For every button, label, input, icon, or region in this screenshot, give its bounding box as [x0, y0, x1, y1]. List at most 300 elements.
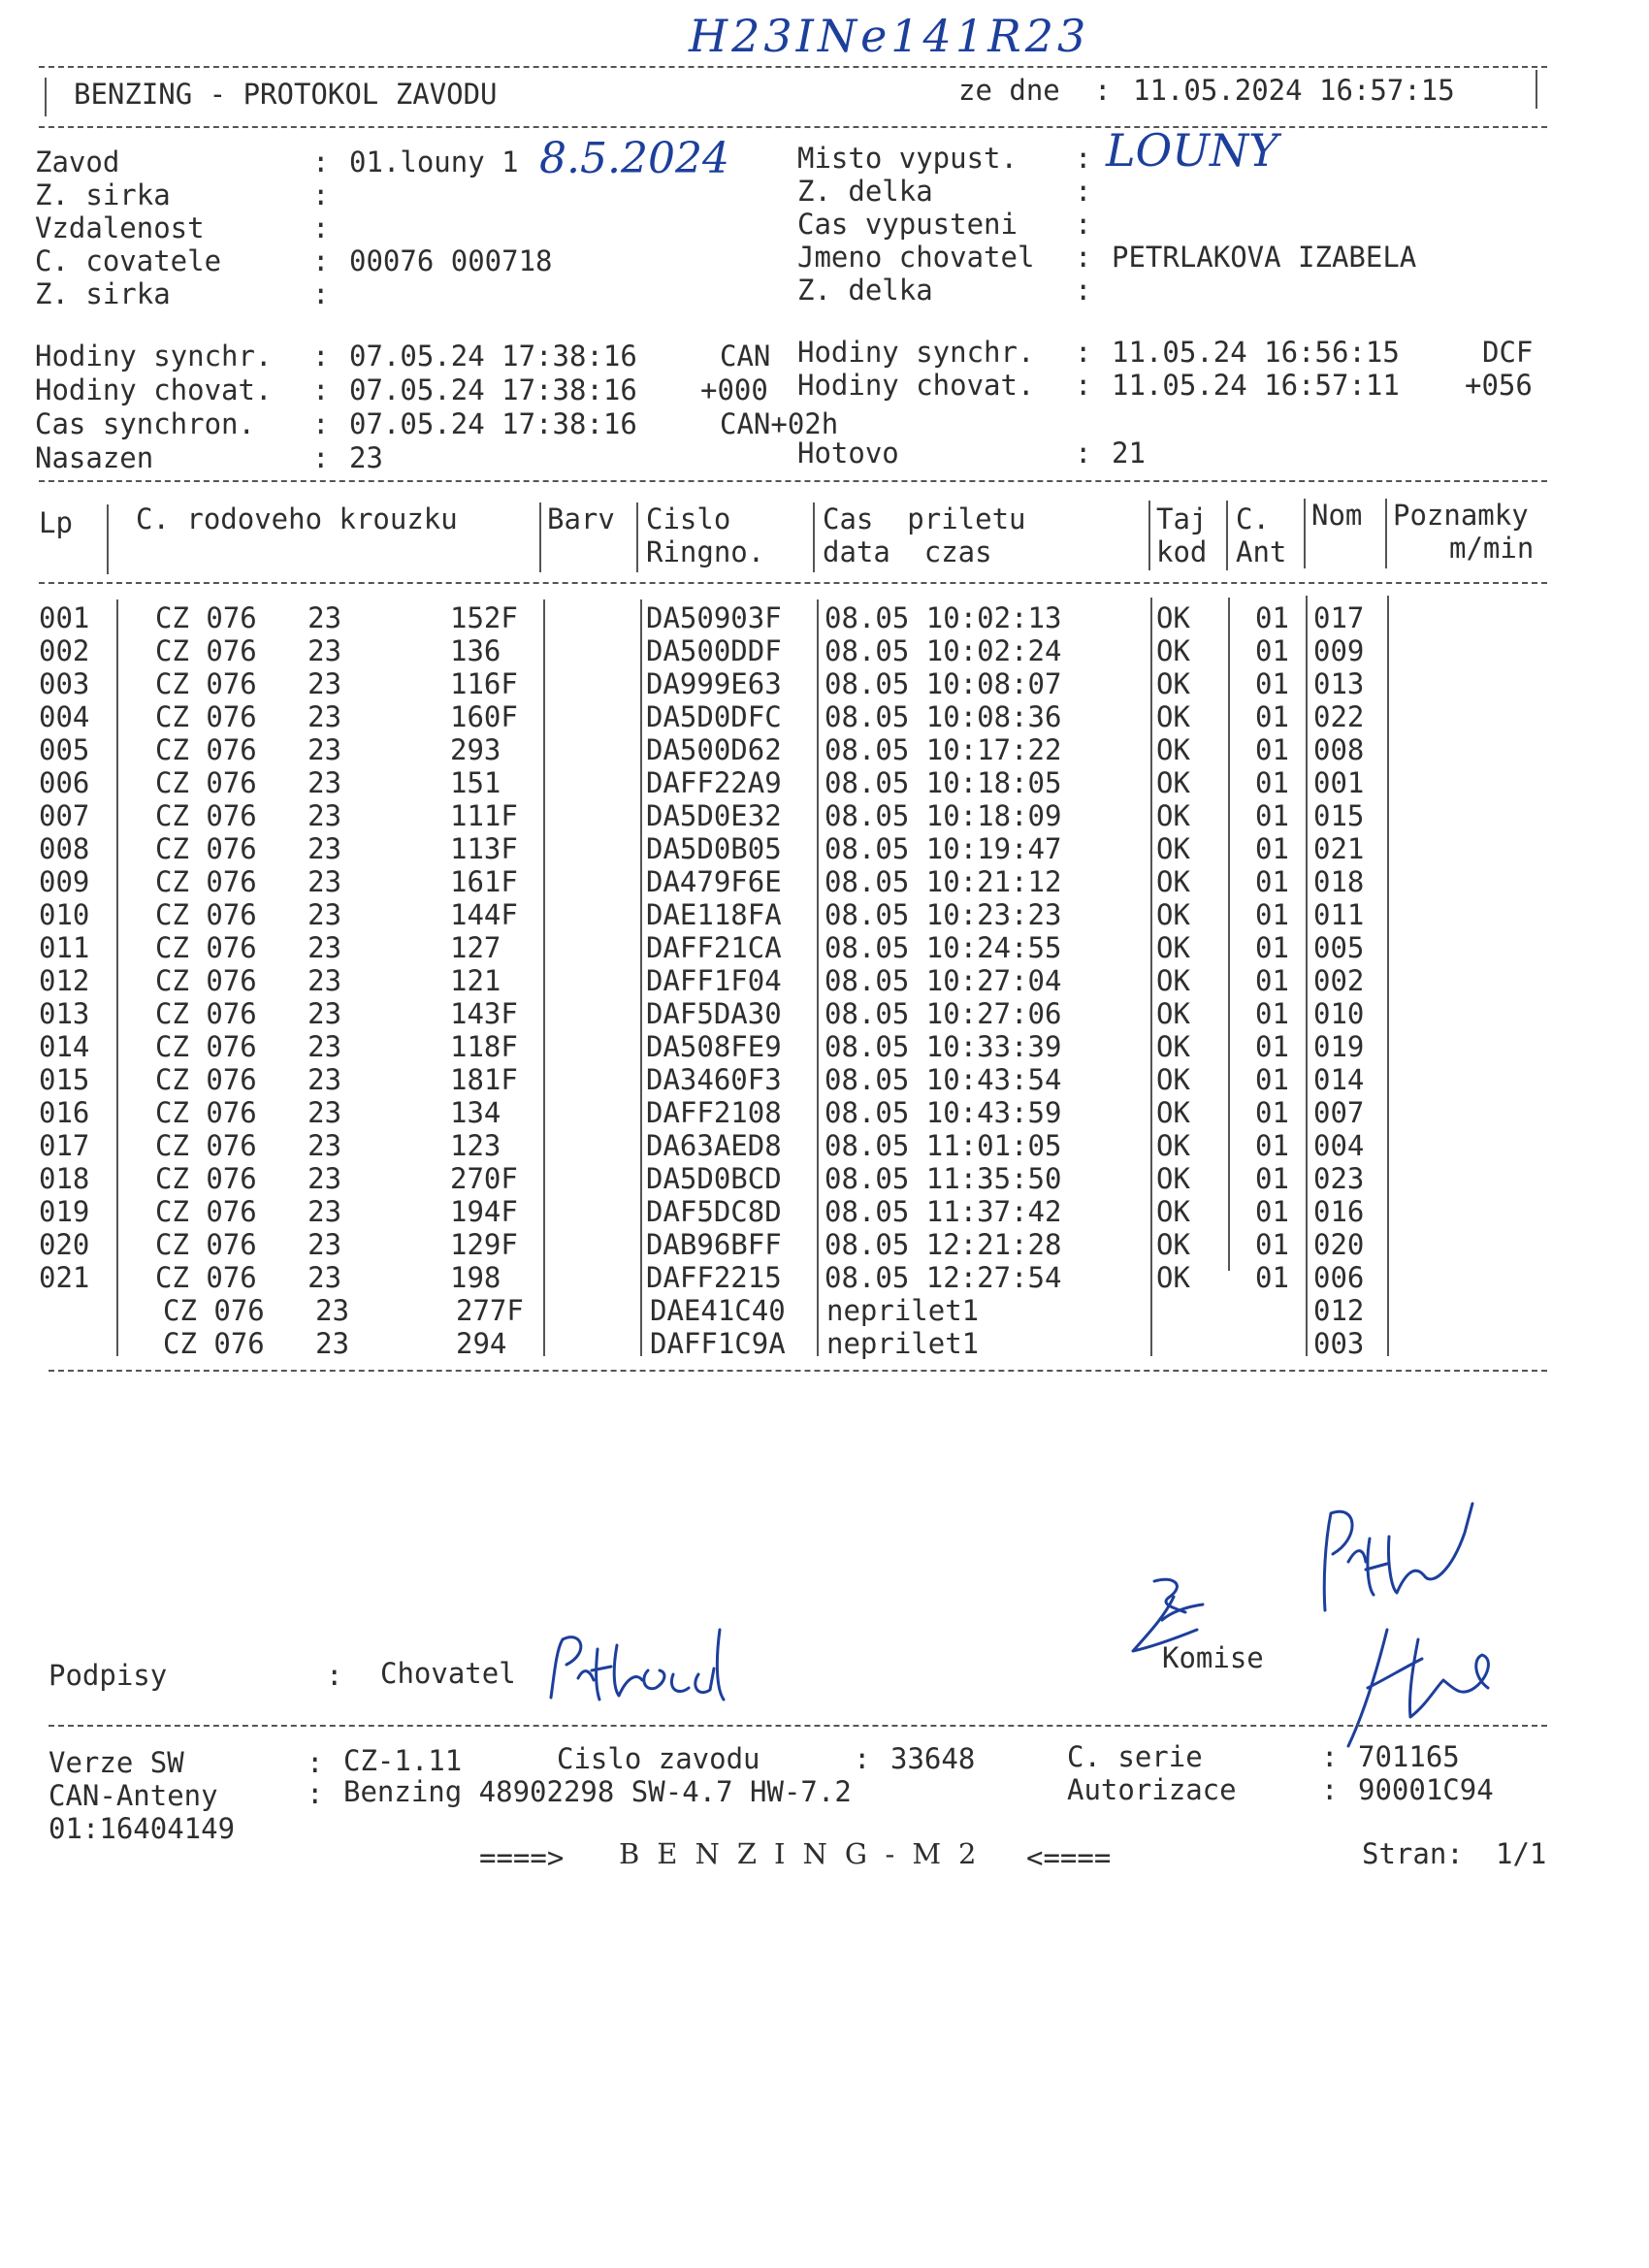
cell-taj: OK — [1156, 1261, 1190, 1294]
cell-cislo: DA5D0DFC — [646, 700, 782, 733]
cell-lp: 018 — [39, 1162, 90, 1195]
clock-value: 11.05.24 16:56:15 — [1112, 336, 1400, 369]
commission-signature-3 — [1329, 1620, 1542, 1756]
table-row — [0, 832, 1649, 865]
table-row — [0, 601, 1649, 634]
cell-cas: 08.05 12:27:54 — [824, 1261, 1062, 1294]
table-row — [0, 1261, 1649, 1294]
col-header-taj: Taj — [1156, 502, 1208, 535]
table-row — [0, 1228, 1649, 1261]
cell-nom: 020 — [1313, 1228, 1365, 1261]
cell-ring: CZ 076 23 — [155, 832, 342, 865]
header-divider — [39, 126, 1547, 128]
clock-colon: : — [1075, 369, 1092, 402]
col-header-cas: Cas priletu — [823, 502, 1026, 535]
col-header-data-czas: data czas — [823, 535, 992, 568]
cell-ring-num: 127 — [450, 931, 501, 964]
cell-nom: 001 — [1313, 766, 1365, 799]
cell-nom: 017 — [1313, 601, 1365, 634]
cell-ring: CZ 076 23 — [155, 964, 342, 997]
cell-ring-num: 270F — [450, 1162, 518, 1195]
cell-ant: 01 — [1255, 1162, 1289, 1195]
col-header-ring: C. rodoveho krouzku — [136, 502, 458, 535]
info-value-zavod: 01.louny 1 — [349, 146, 519, 178]
cell-ring-num: 198 — [450, 1261, 501, 1294]
cell-ring-num: 129F — [450, 1228, 518, 1261]
cell-ant: 01 — [1255, 931, 1289, 964]
cell-ant: 01 — [1255, 634, 1289, 667]
cell-cislo: DAFF2215 — [646, 1261, 782, 1294]
cell-ring-num: 118F — [450, 1030, 518, 1063]
cell-taj: OK — [1156, 1096, 1190, 1129]
col-sep — [1148, 501, 1150, 570]
serie-value: 701165 — [1358, 1740, 1460, 1773]
verze-label: Verze SW — [48, 1746, 184, 1779]
cell-ring-num: 144F — [450, 898, 518, 931]
header-left-bar — [45, 78, 47, 116]
cell-nom: 016 — [1313, 1195, 1365, 1228]
cislo-zavodu-label: Cislo zavodu — [557, 1742, 760, 1775]
cell-cislo: DAFF2108 — [646, 1096, 782, 1129]
cell-ring: CZ 076 23 — [155, 865, 342, 898]
cell-ring: CZ 076 23 — [155, 1261, 342, 1294]
cell-nom: 004 — [1313, 1129, 1365, 1162]
col-header-kod: kod — [1156, 535, 1208, 568]
cell-cislo: DAE118FA — [646, 898, 782, 931]
table-row — [0, 1327, 1649, 1360]
cell-cislo: DA50903F — [646, 601, 782, 634]
clock-label-hotovo: Hotovo — [797, 437, 899, 470]
cell-nom: 003 — [1313, 1327, 1365, 1360]
cell-cas: 08.05 10:33:39 — [824, 1030, 1062, 1063]
info-colon: : — [1075, 274, 1092, 307]
cell-taj: OK — [1156, 733, 1190, 766]
cell-ring: CZ 076 23 — [155, 898, 342, 931]
cell-lp: 006 — [39, 766, 90, 799]
cell-cislo: DA5D0BCD — [646, 1162, 782, 1195]
info-colon: : — [1075, 142, 1092, 175]
cell-ring-num: 277F — [456, 1294, 524, 1327]
col-header-ringno: Ringno. — [646, 535, 765, 568]
cell-cas: 08.05 11:01:05 — [824, 1129, 1062, 1162]
cell-ant: 01 — [1255, 964, 1289, 997]
cell-nom: 023 — [1313, 1162, 1365, 1195]
clock-colon: : — [312, 441, 330, 474]
cell-lp: 010 — [39, 898, 90, 931]
cell-taj: OK — [1156, 799, 1190, 832]
cell-nom: 010 — [1313, 997, 1365, 1030]
cell-cas: 08.05 12:21:28 — [824, 1228, 1062, 1261]
cell-taj: OK — [1156, 634, 1190, 667]
cell-ring-num: 116F — [450, 667, 518, 700]
cell-ant: 01 — [1255, 898, 1289, 931]
banner-text: BENZING-M2 — [619, 1837, 994, 1870]
document-title: BENZING - PROTOKOL ZAVODU — [74, 78, 498, 111]
col-sep — [1387, 596, 1389, 1356]
clock-value: 07.05.24 17:38:16 — [349, 407, 637, 440]
col-sep — [1226, 501, 1228, 570]
cell-ant: 01 — [1255, 997, 1289, 1030]
cell-ant: 01 — [1255, 1096, 1289, 1129]
col-sep — [813, 502, 815, 572]
info-colon: : — [1075, 241, 1092, 274]
info-colon: : — [312, 277, 330, 310]
cell-lp: 014 — [39, 1030, 90, 1063]
clock-label: Cas synchron. — [35, 407, 255, 440]
cell-ring-num: 136 — [450, 634, 501, 667]
cell-ant: 01 — [1255, 832, 1289, 865]
cell-ring-num: 134 — [450, 1096, 501, 1129]
info-value-covatele: 00076 000718 — [349, 244, 553, 277]
info-label-z-delka: Z. delka — [797, 175, 933, 208]
clock-colon: : — [312, 373, 330, 406]
col-sep — [1306, 596, 1308, 1356]
cell-ant: 01 — [1255, 865, 1289, 898]
table-row — [0, 1030, 1649, 1063]
clock-value-nasazen: 23 — [349, 441, 383, 474]
cell-cislo: DA63AED8 — [646, 1129, 782, 1162]
table-header-divider — [39, 582, 1547, 584]
cell-ant: 01 — [1255, 766, 1289, 799]
col-sep — [1228, 598, 1230, 1271]
cell-ring: CZ 076 23 — [155, 1162, 342, 1195]
clock-colon: : — [312, 340, 330, 373]
cell-lp: 017 — [39, 1129, 90, 1162]
cell-taj: OK — [1156, 1063, 1190, 1096]
cell-ring-num: 111F — [450, 799, 518, 832]
col-sep — [543, 599, 545, 1356]
clock-colon: : — [312, 407, 330, 440]
cell-ring: CZ 076 23 — [155, 799, 342, 832]
cell-lp: 004 — [39, 700, 90, 733]
cell-ring-num: 293 — [450, 733, 501, 766]
cell-lp: 019 — [39, 1195, 90, 1228]
autorizace-value: 90001C94 — [1358, 1773, 1494, 1806]
can-anteny-colon: : — [307, 1777, 324, 1810]
cell-lp: 003 — [39, 667, 90, 700]
signatures-label: Podpisy — [48, 1659, 168, 1692]
cell-cas: 08.05 10:43:54 — [824, 1063, 1062, 1096]
cell-lp: 012 — [39, 964, 90, 997]
info-label-misto: Misto vypust. — [797, 142, 1018, 175]
clock-suffix: +000 — [700, 373, 768, 406]
cell-taj: OK — [1156, 601, 1190, 634]
info-colon: : — [1075, 175, 1092, 208]
col-header-barv: Barv — [547, 502, 615, 535]
cell-ring: CZ 076 23 — [155, 1063, 342, 1096]
clock-suffix: CAN+02h — [720, 407, 839, 440]
cell-nom: 011 — [1313, 898, 1365, 931]
table-row — [0, 1294, 1649, 1327]
cell-cislo: DA500DDF — [646, 634, 782, 667]
cell-taj: OK — [1156, 766, 1190, 799]
cell-cas: 08.05 10:02:13 — [824, 601, 1062, 634]
cell-nom: 021 — [1313, 832, 1365, 865]
table-row — [0, 997, 1649, 1030]
table-row — [0, 1129, 1649, 1162]
cell-lp: 009 — [39, 865, 90, 898]
commission-signature-2 — [1310, 1494, 1504, 1620]
info-label-chovatel: Jmeno chovatel — [797, 241, 1035, 274]
cell-cas: 08.05 10:02:24 — [824, 634, 1062, 667]
table-row — [0, 898, 1649, 931]
cell-cas: 08.05 10:08:36 — [824, 700, 1062, 733]
info-value-chovatel: PETRLAKOVA IZABELA — [1112, 241, 1417, 274]
cell-ring: CZ 076 23 — [155, 1129, 342, 1162]
cell-ring: CZ 076 23 — [155, 931, 342, 964]
cell-ring: CZ 076 23 — [155, 667, 342, 700]
cell-lp: 007 — [39, 799, 90, 832]
table-row — [0, 865, 1649, 898]
signatures-colon: : — [326, 1659, 343, 1692]
cell-taj: OK — [1156, 667, 1190, 700]
table-row — [0, 964, 1649, 997]
cell-cislo: DA500D62 — [646, 733, 782, 766]
cell-cas: 08.05 10:19:47 — [824, 832, 1062, 865]
cell-ring: CZ 076 23 — [155, 1030, 342, 1063]
cell-nom: 012 — [1313, 1294, 1365, 1327]
table-row — [0, 733, 1649, 766]
cell-ant: 01 — [1255, 1228, 1289, 1261]
table-row — [0, 799, 1649, 832]
cell-cas: 08.05 10:17:22 — [824, 733, 1062, 766]
table-row — [0, 766, 1649, 799]
cell-ring: CZ 076 23 — [163, 1294, 350, 1327]
cell-nom: 019 — [1313, 1030, 1365, 1063]
info-colon: : — [1075, 208, 1092, 241]
cell-lp: 011 — [39, 931, 90, 964]
cell-lp: 001 — [39, 601, 90, 634]
col-sep — [107, 504, 109, 574]
col-header-nom: Nom — [1311, 499, 1363, 532]
cell-ring: CZ 076 23 — [155, 733, 342, 766]
banner-left-arrow: ====> — [479, 1841, 565, 1874]
cell-cislo: DAE41C40 — [650, 1294, 786, 1327]
cell-cislo: DAFF1C9A — [650, 1327, 786, 1360]
cell-lp: 015 — [39, 1063, 90, 1096]
page-label: Stran: — [1362, 1837, 1464, 1870]
cell-ring-num: 152F — [450, 601, 518, 634]
cell-ring-num: 294 — [456, 1327, 507, 1360]
cell-nom: 002 — [1313, 964, 1365, 997]
col-sep — [1150, 598, 1152, 1356]
cell-ant: 01 — [1255, 1261, 1289, 1294]
table-bottom-divider — [48, 1370, 1547, 1372]
cell-taj: OK — [1156, 964, 1190, 997]
cell-ant: 01 — [1255, 733, 1289, 766]
table-row — [0, 634, 1649, 667]
footer-divider — [48, 1725, 1547, 1727]
cell-ant: 01 — [1255, 1030, 1289, 1063]
top-divider — [39, 66, 1547, 68]
clock-suffix: CAN — [720, 340, 771, 373]
header-date-colon: : — [1094, 74, 1112, 107]
clock-value-hotovo: 21 — [1112, 437, 1146, 470]
cell-ring-num: 161F — [450, 865, 518, 898]
cell-lp: 002 — [39, 634, 90, 667]
cell-cas: neprilet1 — [826, 1294, 980, 1327]
cell-lp: 021 — [39, 1261, 90, 1294]
table-row — [0, 1162, 1649, 1195]
cell-taj: OK — [1156, 832, 1190, 865]
table-row — [0, 931, 1649, 964]
cell-ring: CZ 076 23 — [155, 634, 342, 667]
cell-ring: CZ 076 23 — [155, 1195, 342, 1228]
cell-ring-num: 123 — [450, 1129, 501, 1162]
cell-lp: 020 — [39, 1228, 90, 1261]
table-row — [0, 700, 1649, 733]
cell-ring-num: 121 — [450, 964, 501, 997]
cell-ring-num: 160F — [450, 700, 518, 733]
cell-cislo: DAFF1F04 — [646, 964, 782, 997]
handwritten-date: 8.5.2024 — [539, 134, 729, 183]
cell-ant: 01 — [1255, 667, 1289, 700]
header-right-bar — [1536, 70, 1537, 109]
cell-ring-num: 113F — [450, 832, 518, 865]
cell-cislo: DAFF22A9 — [646, 766, 782, 799]
antenna-id: 01:16404149 — [48, 1812, 236, 1845]
info-label-cas-vypusteni: Cas vypusteni — [797, 208, 1018, 241]
cell-taj: OK — [1156, 1195, 1190, 1228]
cell-taj: OK — [1156, 931, 1190, 964]
col-sep — [116, 599, 118, 1356]
chovatel-label: Chovatel — [380, 1657, 516, 1690]
cell-cas: 08.05 11:35:50 — [824, 1162, 1062, 1195]
cell-ring-num: 143F — [450, 997, 518, 1030]
cell-cas: 08.05 10:24:55 — [824, 931, 1062, 964]
cell-ring: CZ 076 23 — [155, 997, 342, 1030]
verze-colon: : — [307, 1746, 324, 1779]
info-colon: : — [312, 146, 330, 178]
cell-cislo: DAB96BFF — [646, 1228, 782, 1261]
cell-cas: 08.05 10:18:09 — [824, 799, 1062, 832]
cell-nom: 013 — [1313, 667, 1365, 700]
clock-label: Hodiny synchr. — [797, 336, 1035, 369]
table-top-divider — [39, 480, 1547, 482]
cell-ant: 01 — [1255, 1063, 1289, 1096]
table-row — [0, 1195, 1649, 1228]
clock-label-nasazen: Nasazen — [35, 441, 154, 474]
can-anteny-label: CAN-Anteny — [48, 1779, 218, 1812]
cell-cas: 08.05 11:37:42 — [824, 1195, 1062, 1228]
clock-label: Hodiny synchr. — [35, 340, 273, 373]
cislo-zavodu-colon: : — [854, 1742, 871, 1775]
cell-cas: 08.05 10:18:05 — [824, 766, 1062, 799]
cell-taj: OK — [1156, 1129, 1190, 1162]
cell-lp: 016 — [39, 1096, 90, 1129]
cell-ring-num: 194F — [450, 1195, 518, 1228]
clock-label: Hodiny chovat. — [797, 369, 1035, 402]
cell-cislo: DA479F6E — [646, 865, 782, 898]
cell-nom: 005 — [1313, 931, 1365, 964]
cell-ring: CZ 076 23 — [163, 1327, 350, 1360]
serie-colon: : — [1321, 1740, 1339, 1773]
cell-cislo: DA5D0B05 — [646, 832, 782, 865]
info-colon: : — [312, 211, 330, 244]
col-header-cislo: Cislo — [646, 502, 731, 535]
cell-ring: CZ 076 23 — [155, 700, 342, 733]
clock-colon: : — [1075, 336, 1092, 369]
cell-cislo: DA508FE9 — [646, 1030, 782, 1063]
col-header-m-min: m/min — [1449, 532, 1535, 565]
info-colon: : — [312, 178, 330, 211]
cell-cas: 08.05 10:27:04 — [824, 964, 1062, 997]
page-number: 1/1 — [1496, 1837, 1547, 1870]
clock-value: 07.05.24 17:38:16 — [349, 340, 637, 373]
cell-ant: 01 — [1255, 601, 1289, 634]
cell-nom: 009 — [1313, 634, 1365, 667]
cell-taj: OK — [1156, 997, 1190, 1030]
cell-cas: 08.05 10:43:59 — [824, 1096, 1062, 1129]
info-label-z-sirka: Z. sirka — [35, 178, 171, 211]
autorizace-colon: : — [1321, 1773, 1339, 1806]
cell-nom: 018 — [1313, 865, 1365, 898]
col-sep — [1304, 499, 1306, 568]
cell-cas: 08.05 10:23:23 — [824, 898, 1062, 931]
cell-cas: 08.05 10:27:06 — [824, 997, 1062, 1030]
info-label-covatele: C. covatele — [35, 244, 222, 277]
serie-label: C. serie — [1067, 1740, 1203, 1773]
cell-lp: 008 — [39, 832, 90, 865]
cell-taj: OK — [1156, 898, 1190, 931]
cell-ant: 01 — [1255, 1129, 1289, 1162]
cell-taj: OK — [1156, 1228, 1190, 1261]
table-row — [0, 1063, 1649, 1096]
cell-nom: 022 — [1313, 700, 1365, 733]
cell-ant: 01 — [1255, 700, 1289, 733]
header-date-value: 11.05.2024 16:57:15 — [1133, 74, 1455, 107]
col-header-ant: Ant — [1236, 535, 1287, 568]
cell-nom: 008 — [1313, 733, 1365, 766]
info-colon: : — [312, 244, 330, 277]
banner-right-arrow: <==== — [1026, 1841, 1112, 1874]
can-anteny-value: Benzing 48902298 SW-4.7 HW-7.2 — [343, 1775, 852, 1808]
cell-taj: OK — [1156, 865, 1190, 898]
cell-taj: OK — [1156, 1162, 1190, 1195]
clock-suffix: DCF — [1482, 336, 1534, 369]
clock-colon: : — [1075, 437, 1092, 470]
col-header-c: C. — [1236, 502, 1270, 535]
cell-lp: 013 — [39, 997, 90, 1030]
autorizace-label: Autorizace — [1067, 1773, 1237, 1806]
clock-value: 11.05.24 16:57:11 — [1112, 369, 1400, 402]
col-sep — [640, 599, 642, 1356]
cell-ring-num: 181F — [450, 1063, 518, 1096]
cell-nom: 006 — [1313, 1261, 1365, 1294]
cell-cislo: DAF5DA30 — [646, 997, 782, 1030]
cell-cislo: DA999E63 — [646, 667, 782, 700]
info-label-z-sirka-2: Z. sirka — [35, 277, 171, 310]
cell-cislo: DA3460F3 — [646, 1063, 782, 1096]
cell-taj: OK — [1156, 700, 1190, 733]
info-label-z-delka-2: Z. delka — [797, 274, 933, 307]
info-label-zavod: Zavod — [35, 146, 120, 178]
cell-cislo: DA5D0E32 — [646, 799, 782, 832]
cislo-zavodu-value: 33648 — [890, 1742, 976, 1775]
info-label-vzdalenost: Vzdalenost — [35, 211, 205, 244]
cell-ring: CZ 076 23 — [155, 1096, 342, 1129]
cell-lp: 005 — [39, 733, 90, 766]
cell-ant: 01 — [1255, 1195, 1289, 1228]
cell-ant: 01 — [1255, 799, 1289, 832]
breeder-signature — [543, 1610, 776, 1717]
col-sep — [539, 502, 541, 572]
cell-taj: OK — [1156, 1030, 1190, 1063]
table-row — [0, 667, 1649, 700]
cell-nom: 014 — [1313, 1063, 1365, 1096]
cell-nom: 015 — [1313, 799, 1365, 832]
cell-cas: 08.05 10:21:12 — [824, 865, 1062, 898]
